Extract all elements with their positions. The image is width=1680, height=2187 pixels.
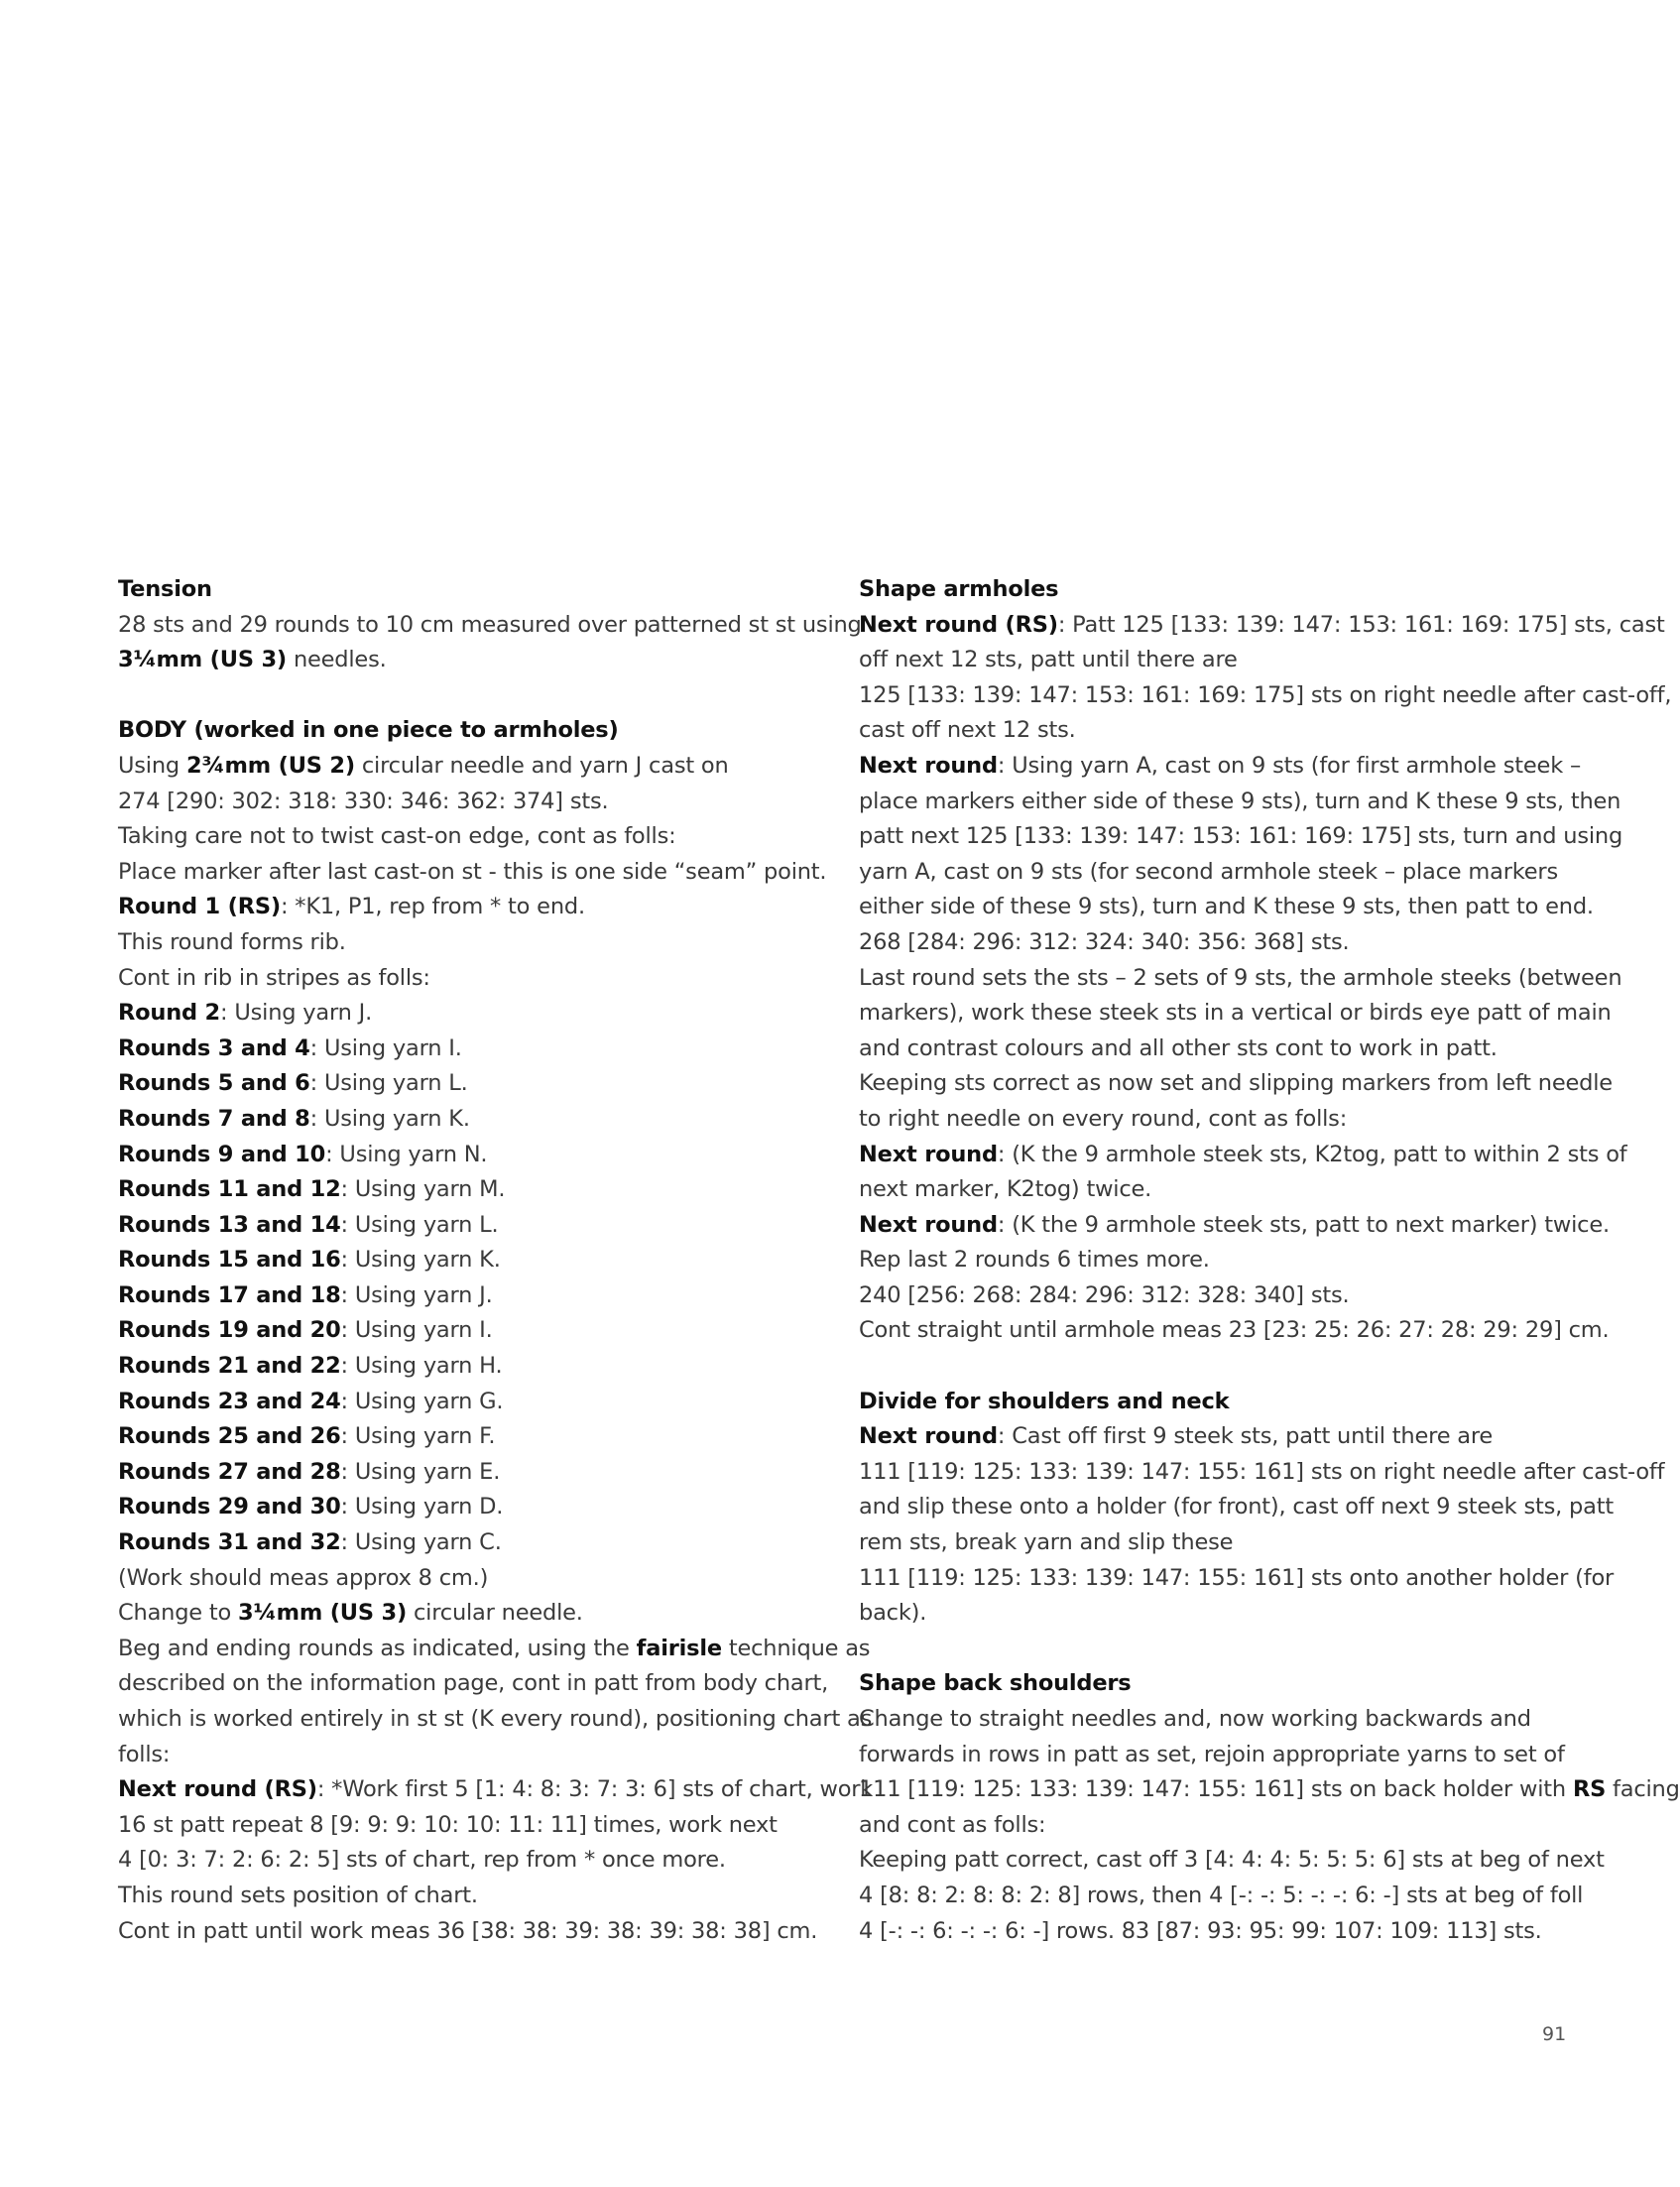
armholes-line: Keeping sts correct as now set and slipping markers from left needle [859, 1070, 1613, 1097]
armholes-line: 125 [133: 139: 147: 153: 161: 169: 175] sts on right needle after cast-off, [859, 681, 1672, 708]
body-line: 4 [0: 3: 7: 2: 6: 2: 5] sts of chart, rep from * once more. [118, 1847, 726, 1874]
tension-heading: Tension [118, 576, 212, 602]
stripe-round-line [118, 1172, 812, 1208]
stripe-round-line [118, 1490, 812, 1525]
stripe-round-text: : Using yarn J. [220, 1000, 373, 1027]
armholes-line: either side of these 9 sts), turn and K these 9 sts, then patt to end. [859, 894, 1594, 920]
body-line: Cont in rib in stripes as folls: [118, 964, 430, 991]
stripe-round-line [118, 1385, 812, 1420]
armholes-line: patt next 125 [133: 139: 147: 153: 161: 169: 175] sts, turn and using [859, 823, 1623, 850]
stripe-round-label: Rounds 7 and 8 [118, 1105, 310, 1132]
tension-needles: 3¼mm (US 3) needles. [118, 647, 387, 673]
stripe-round-line [118, 1102, 812, 1138]
divide-line: and slip these onto a holder (for front), cast off next 9 steek sts, patt [859, 1494, 1614, 1520]
armholes-line: Next round: Using yarn A, cast on 9 sts (for first armhole steek – [859, 752, 1582, 779]
body-line: which is worked entirely in st st (K every round), positioning chart as [118, 1706, 873, 1732]
armholes-line: cast off next 12 sts. [859, 717, 1076, 744]
stripe-round-label: Rounds 29 and 30 [118, 1494, 341, 1520]
back-line: 111 [119: 125: 133: 139: 147: 155: 161] sts on back holder with RS facing [859, 1776, 1680, 1803]
divide-line: back). [859, 1600, 927, 1627]
stripe-round-label: Rounds 27 and 28 [118, 1458, 341, 1485]
stripe-round-label: Rounds 13 and 14 [118, 1211, 341, 1238]
stripe-round-text: : Using yarn G. [340, 1388, 504, 1414]
stripe-round-text: : Using yarn H. [340, 1353, 503, 1380]
stripe-round-text: : Using yarn L. [340, 1211, 499, 1238]
stripe-round-line [118, 996, 812, 1032]
body-line: This round forms rib. [118, 928, 346, 955]
stripe-round-text: : Using yarn F. [340, 1423, 496, 1450]
divide-line: 111 [119: 125: 133: 139: 147: 155: 161] sts onto another holder (for [859, 1564, 1615, 1591]
stripe-round-label: Rounds 31 and 32 [118, 1529, 341, 1556]
body-line: This round sets position of chart. [118, 1882, 478, 1908]
stripe-round-label: Rounds 17 and 18 [118, 1281, 341, 1308]
divide-heading: Divide for shoulders and neck [859, 1388, 1230, 1414]
body-line: Change to 3¼mm (US 3) circular needle. [118, 1600, 583, 1627]
armholes-line: yarn A, cast on 9 sts (for second armhole steek – place markers [859, 858, 1558, 885]
stripe-round-text: : Using yarn M. [340, 1176, 506, 1203]
stripe-round-text: : Using yarn L. [309, 1070, 468, 1097]
armholes-line: Cont straight until armhole meas 23 [23: 25: 26: 27: 28: 29: 29] cm. [859, 1317, 1610, 1344]
stripe-round-label: Rounds 11 and 12 [118, 1176, 341, 1203]
divide-line: rem sts, break yarn and slip these [859, 1529, 1234, 1556]
stripe-round-line [118, 1066, 812, 1102]
armholes-line: markers), work these steek sts in a vertical or birds eye patt of main [859, 1000, 1612, 1027]
body-line: folls: [118, 1741, 171, 1767]
stripe-round-label: Rounds 3 and 4 [118, 1034, 310, 1061]
back-shoulders-heading: Shape back shoulders [859, 1670, 1132, 1697]
tension-text: 28 sts and 29 rounds to 10 cm measured over patterned st st using [118, 611, 862, 638]
stripe-round-label: Rounds 5 and 6 [118, 1070, 310, 1097]
stripe-round-text: : Using yarn I. [309, 1034, 462, 1061]
stripe-round-line [118, 1208, 812, 1244]
body-line: Taking care not to twist cast-on edge, cont as folls: [118, 823, 676, 850]
stripe-round-text: : Using yarn E. [340, 1458, 501, 1485]
stripe-round-text: : Using yarn D. [340, 1494, 504, 1520]
armholes-line: to right needle on every round, cont as folls: [859, 1105, 1348, 1132]
stripe-round-line [118, 1032, 812, 1067]
back-line: 4 [8: 8: 2: 8: 8: 2: 8] rows, then 4 [-: -: 5: -: -: 6: -] sts at beg of foll [859, 1882, 1584, 1908]
armholes-line: Next round: (K the 9 armhole steek sts, patt to next marker) twice. [859, 1211, 1610, 1238]
stripe-round-line [118, 1278, 812, 1314]
divide-line: Next round: Cast off first 9 steek sts, patt until there are [859, 1423, 1494, 1450]
stripe-round-line [118, 1243, 812, 1278]
body-line: 274 [290: 302: 318: 330: 346: 362: 374] sts. [118, 788, 609, 814]
armholes-line: Next round (RS): Patt 125 [133: 139: 147: 153: 161: 169: 175] sts, cast [859, 611, 1665, 638]
back-line: Change to straight needles and, now working backwards and [859, 1706, 1531, 1732]
body-line: Beg and ending rounds as indicated, using the fairisle technique as [118, 1635, 871, 1661]
page-number: 91 [1542, 2023, 1567, 2045]
armholes-heading: Shape armholes [859, 576, 1059, 602]
stripe-round-line [118, 1419, 812, 1455]
stripe-round-label: Rounds 25 and 26 [118, 1423, 341, 1450]
stripe-round-text: : Using yarn C. [340, 1529, 502, 1556]
armholes-line: off next 12 sts, patt until there are [859, 647, 1238, 673]
stripe-round-line [118, 1455, 812, 1491]
stripe-round-text: : Using yarn J. [340, 1281, 493, 1308]
stripe-round-line [118, 1525, 812, 1561]
stripe-rounds-list [118, 996, 812, 1561]
armholes-line: 240 [256: 268: 284: 296: 312: 328: 340] sts. [859, 1281, 1350, 1308]
stripe-round-label: Round 2 [118, 1000, 221, 1027]
back-line: forwards in rows in patt as set, rejoin appropriate yarns to set of [859, 1741, 1565, 1767]
body-line: Using 2¾mm (US 2) circular needle and yarn J cast on [118, 752, 729, 779]
next-round-line: Next round (RS): *Work first 5 [1: 4: 8: 3: 7: 3: 6] sts of chart, work [118, 1776, 874, 1803]
back-line: 4 [-: -: 6: -: -: 6: -] rows. 83 [87: 93: 95: 99: 107: 109: 113] sts. [859, 1917, 1542, 1944]
armholes-line: Rep last 2 rounds 6 times more. [859, 1247, 1210, 1274]
back-line: Keeping patt correct, cast off 3 [4: 4: 4: 5: 5: 5: 6] sts at beg of next [859, 1847, 1605, 1874]
body-line: Place marker after last cast-on st - this is one side “seam” point. [118, 858, 827, 885]
armholes-line: next marker, K2tog) twice. [859, 1176, 1152, 1203]
stripe-round-label: Rounds 19 and 20 [118, 1317, 341, 1344]
stripe-round-label: Rounds 21 and 22 [118, 1353, 341, 1380]
stripe-round-line [118, 1138, 812, 1173]
back-line: and cont as folls: [859, 1811, 1046, 1838]
right-column [859, 572, 1680, 1949]
stripe-round-line [118, 1313, 812, 1349]
left-column [118, 572, 874, 1949]
body-line: described on the information page, cont in patt from body chart, [118, 1670, 829, 1697]
armholes-line: and contrast colours and all other sts cont to work in patt. [859, 1034, 1498, 1061]
stripe-round-text: : Using yarn K. [309, 1105, 470, 1132]
body-heading: BODY (worked in one piece to armholes) [118, 717, 619, 744]
stripe-round-line [118, 1349, 812, 1385]
armholes-line: place markers either side of these 9 sts), turn and K these 9 sts, then [859, 788, 1621, 814]
stripe-round-label: Rounds 23 and 24 [118, 1388, 341, 1414]
body-line: Cont in patt until work meas 36 [38: 38: 39: 38: 39: 38: 38] cm. [118, 1917, 818, 1944]
round-1-line: Round 1 (RS): *K1, P1, rep from * to end. [118, 894, 585, 920]
body-line: (Work should meas approx 8 cm.) [118, 1564, 489, 1591]
stripe-round-label: Rounds 9 and 10 [118, 1141, 326, 1167]
stripe-round-text: : Using yarn K. [340, 1247, 501, 1274]
divide-line: 111 [119: 125: 133: 139: 147: 155: 161] sts on right needle after cast-off [859, 1458, 1665, 1485]
armholes-line: Next round: (K the 9 armhole steek sts, K2tog, patt to within 2 sts of [859, 1141, 1627, 1167]
stripe-round-text: : Using yarn N. [325, 1141, 488, 1167]
armholes-line: Last round sets the sts – 2 sets of 9 sts, the armhole steeks (between [859, 964, 1622, 991]
body-line: 16 st patt repeat 8 [9: 9: 9: 10: 10: 11: 11] times, work next [118, 1811, 778, 1838]
stripe-round-text: : Using yarn I. [340, 1317, 493, 1344]
armholes-line: 268 [284: 296: 312: 324: 340: 356: 368] sts. [859, 928, 1350, 955]
stripe-round-label: Rounds 15 and 16 [118, 1247, 341, 1274]
